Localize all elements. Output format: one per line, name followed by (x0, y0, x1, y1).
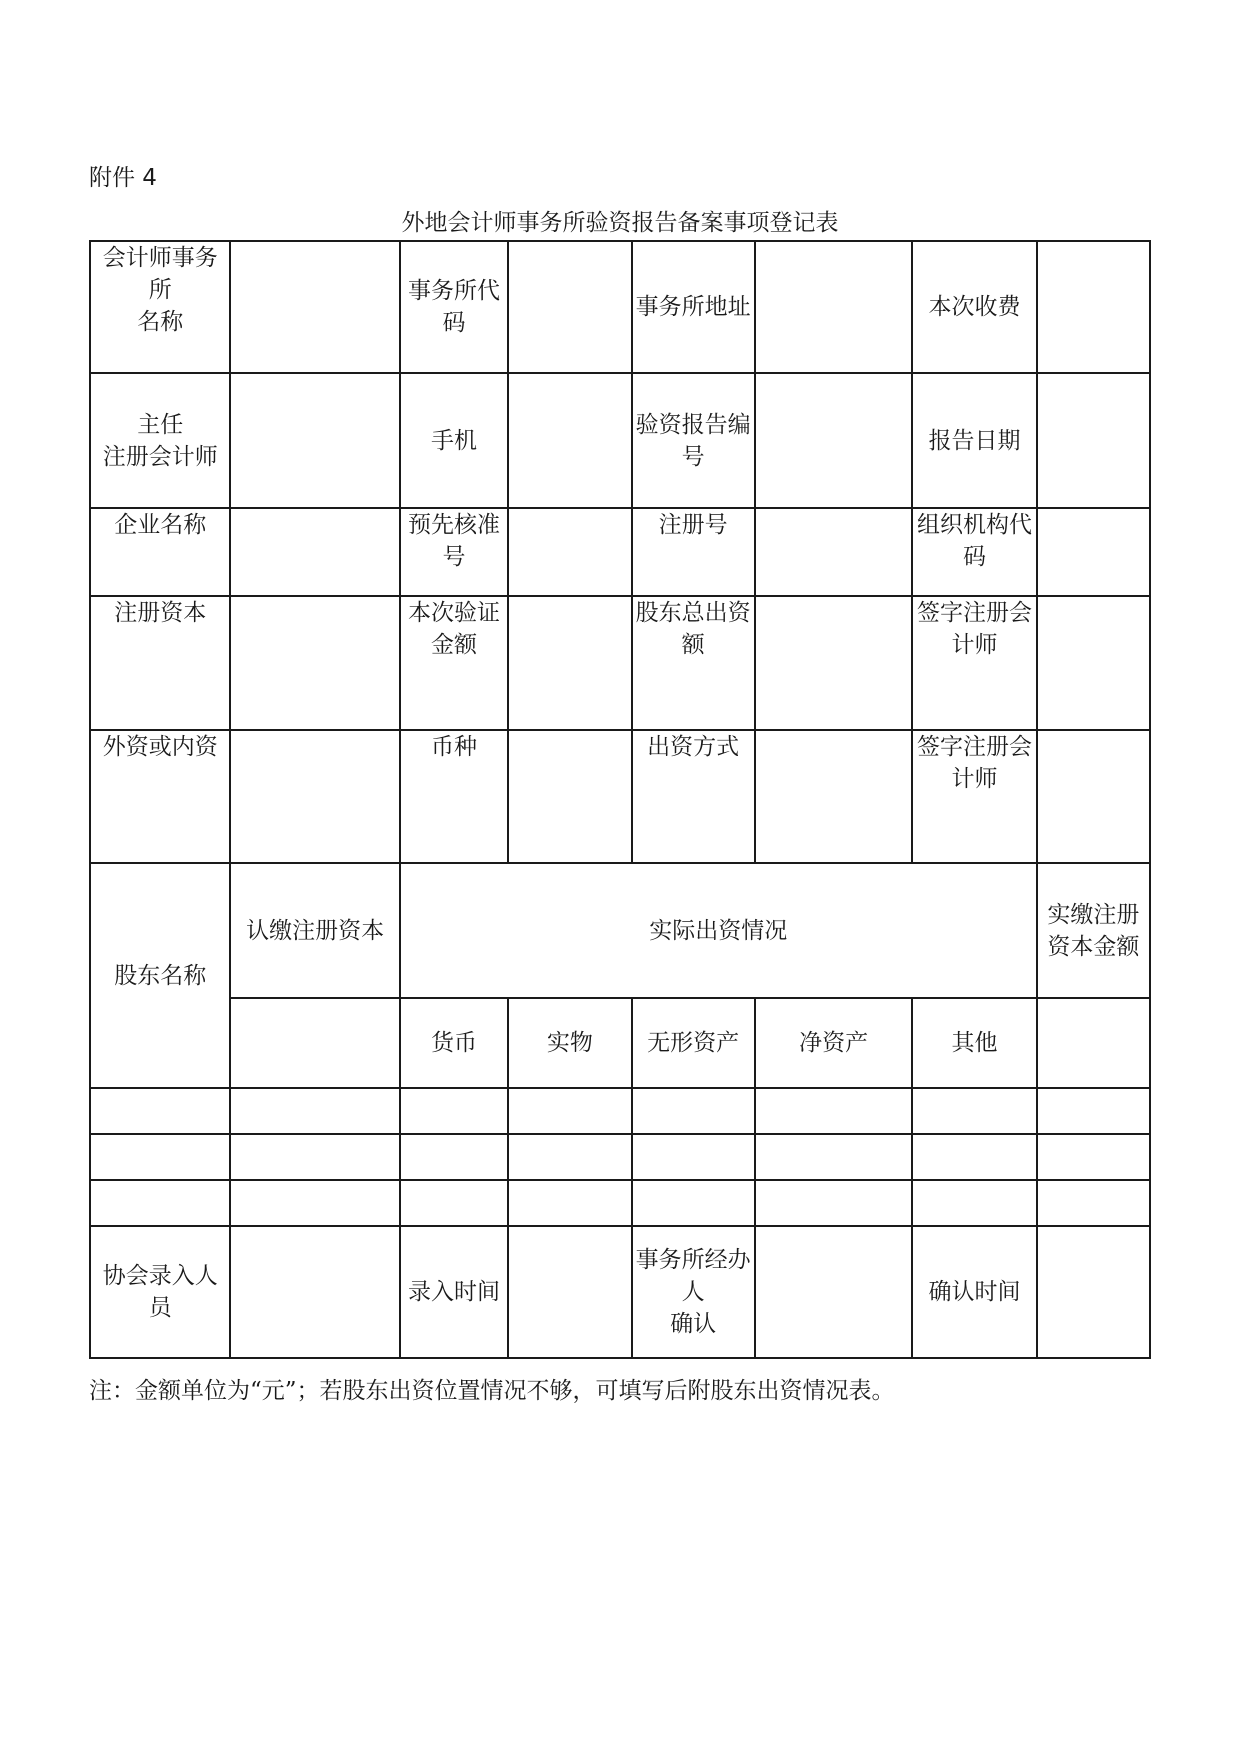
cell[interactable] (90, 1134, 230, 1180)
label-physical (508, 998, 631, 1088)
cell[interactable] (230, 1134, 399, 1180)
label-firm-address-text: 事务所地址 (635, 294, 751, 320)
label-other-text: 其他 (951, 1030, 998, 1056)
label-cash (400, 998, 508, 1088)
cell[interactable] (755, 1134, 912, 1180)
row-firm-info (90, 241, 1150, 373)
row-capital-info (90, 596, 1150, 730)
label-actual-contribution-text: 实际出资情况 (649, 917, 788, 944)
label-shareholder-name (90, 863, 230, 1088)
shareholder-row-3 (90, 1180, 1150, 1226)
label-org-code-text: 组织机构代码 (916, 512, 1032, 570)
label-preapproval-number-text: 预先核准号 (408, 512, 500, 570)
label-fee (912, 241, 1036, 373)
cell[interactable] (755, 1180, 912, 1226)
label-net-assets (755, 998, 912, 1088)
row-entry-info (90, 1226, 1150, 1358)
label-firm-code-text: 事务所代码 (408, 278, 500, 336)
label-signing-accountant-1 (912, 596, 1036, 730)
label-signing-accountant-1-text: 签字注册会计师 (916, 600, 1032, 658)
label-registered-capital (90, 596, 230, 730)
label-report-number-text: 验资报告编号 (635, 411, 751, 470)
label-chief-accountant-text: 主任 注册会计师 (102, 411, 218, 470)
input-report-date[interactable] (1037, 373, 1150, 508)
input-verified-amount[interactable] (508, 596, 631, 730)
cell[interactable] (400, 1088, 508, 1134)
input-org-code[interactable] (1037, 508, 1150, 596)
attachment-label: 附件 4 (89, 165, 157, 191)
label-verified-amount (400, 596, 508, 730)
cell[interactable] (400, 1180, 508, 1226)
cell[interactable] (90, 1088, 230, 1134)
cell[interactable] (755, 1088, 912, 1134)
label-capital-type-text: 外资或内资 (102, 734, 218, 760)
label-total-contribution (632, 596, 755, 730)
input-signing-accountant-2[interactable] (1037, 730, 1150, 863)
input-signing-accountant-1[interactable] (1037, 596, 1150, 730)
row-accountant-info (90, 373, 1150, 508)
input-preapproval-number[interactable] (508, 508, 631, 596)
row-contribution-types (90, 998, 1150, 1088)
cell[interactable] (1037, 1180, 1150, 1226)
label-signing-accountant-2-text: 签字注册会计师 (916, 734, 1032, 792)
label-intangible (632, 998, 755, 1088)
label-firm-handler (632, 1226, 755, 1358)
label-mobile (400, 373, 508, 508)
label-firm-handler-text: 事务所经办人 确认 (635, 1247, 751, 1337)
cell[interactable] (508, 1134, 631, 1180)
label-shareholder-name-text: 股东名称 (114, 962, 207, 989)
label-other (912, 998, 1036, 1088)
row-shareholder-header (90, 863, 1150, 998)
label-physical-text: 实物 (546, 1030, 593, 1056)
label-subscribed-capital (230, 863, 399, 998)
footnote: 注：金额单位为“元”；若股东出资位置情况不够，可填写后附股东出资情况表。 (89, 1378, 895, 1404)
input-report-number[interactable] (755, 373, 912, 508)
label-signing-accountant-2 (912, 730, 1036, 863)
label-enterprise-name-text: 企业名称 (114, 512, 207, 538)
label-contribution-method (632, 730, 755, 863)
label-contribution-method-text: 出资方式 (647, 734, 740, 760)
cell[interactable] (508, 1088, 631, 1134)
label-actual-contribution (400, 863, 1037, 998)
input-capital-type[interactable] (230, 730, 399, 863)
input-firm-code[interactable] (508, 241, 631, 373)
input-chief-accountant[interactable] (230, 373, 399, 508)
cell[interactable] (1037, 1088, 1150, 1134)
row-investment-info (90, 730, 1150, 863)
label-confirm-time (912, 1226, 1036, 1358)
input-firm-address[interactable] (755, 241, 912, 373)
label-registered-capital-text: 注册资本 (114, 600, 207, 626)
label-verified-amount-text: 本次验证金额 (408, 600, 500, 658)
label-capital-type (90, 730, 230, 863)
cell[interactable] (1037, 1134, 1150, 1180)
registration-form-table (89, 240, 1151, 1359)
row-enterprise-info (90, 508, 1150, 596)
input-enterprise-name[interactable] (230, 508, 399, 596)
input-registration-number[interactable] (755, 508, 912, 596)
input-contribution-method[interactable] (755, 730, 912, 863)
input-total-contribution[interactable] (755, 596, 912, 730)
input-fee[interactable] (1037, 241, 1150, 373)
label-firm-address (632, 241, 755, 373)
input-registered-capital[interactable] (230, 596, 399, 730)
label-total-contribution-text: 股东总出资额 (635, 600, 751, 658)
label-subscribed-capital-text: 认缴注册资本 (246, 917, 385, 944)
shareholder-row-2 (90, 1134, 1150, 1180)
label-paid-capital (1037, 863, 1150, 998)
form-title: 外地会计师事务所验资报告备案事项登记表 (401, 210, 839, 236)
cell[interactable] (632, 1088, 755, 1134)
label-report-date-text: 报告日期 (928, 427, 1021, 454)
cell[interactable] (912, 1180, 1036, 1226)
label-currency-text: 币种 (431, 734, 477, 760)
label-association-entry (90, 1226, 230, 1358)
label-firm-name-text: 会计师事务所 名称 (102, 245, 218, 335)
label-org-code (912, 508, 1036, 596)
label-paid-capital-text: 实缴注册资本金额 (1047, 901, 1140, 960)
label-entry-time-text: 录入时间 (408, 1279, 500, 1305)
label-fee-text: 本次收费 (928, 294, 1021, 320)
label-chief-accountant (90, 373, 230, 508)
label-preapproval-number (400, 508, 508, 596)
input-paid-capital[interactable] (1037, 998, 1150, 1088)
label-registration-number (632, 508, 755, 596)
input-firm-name[interactable] (230, 241, 399, 373)
label-association-entry-text: 协会录入人员 (102, 1263, 218, 1321)
cell[interactable] (632, 1180, 755, 1226)
label-intangible-text: 无形资产 (647, 1030, 740, 1056)
label-enterprise-name (90, 508, 230, 596)
cell[interactable] (230, 1180, 399, 1226)
label-firm-code (400, 241, 508, 373)
label-report-date (912, 373, 1036, 508)
cell[interactable] (912, 1088, 1036, 1134)
label-currency (400, 730, 508, 863)
cell[interactable] (400, 1134, 508, 1180)
cell[interactable] (90, 1180, 230, 1226)
input-confirm-time[interactable] (1037, 1226, 1150, 1358)
label-registration-number-text: 注册号 (658, 512, 728, 538)
input-entry-time[interactable] (508, 1226, 631, 1358)
label-confirm-time-text: 确认时间 (928, 1279, 1021, 1305)
cell[interactable] (508, 1180, 631, 1226)
label-net-assets-text: 净资产 (799, 1030, 869, 1056)
label-mobile-text: 手机 (431, 427, 477, 454)
label-entry-time (400, 1226, 508, 1358)
label-cash-text: 货币 (431, 1030, 477, 1056)
cell[interactable] (230, 1088, 399, 1134)
input-subscribed-capital[interactable] (230, 998, 399, 1088)
label-firm-name (90, 241, 230, 373)
cell[interactable] (912, 1134, 1036, 1180)
input-mobile[interactable] (508, 373, 631, 508)
input-association-entry[interactable] (230, 1226, 399, 1358)
input-currency[interactable] (508, 730, 631, 863)
input-firm-handler[interactable] (755, 1226, 912, 1358)
label-report-number (632, 373, 755, 508)
cell[interactable] (632, 1134, 755, 1180)
shareholder-row-1 (90, 1088, 1150, 1134)
